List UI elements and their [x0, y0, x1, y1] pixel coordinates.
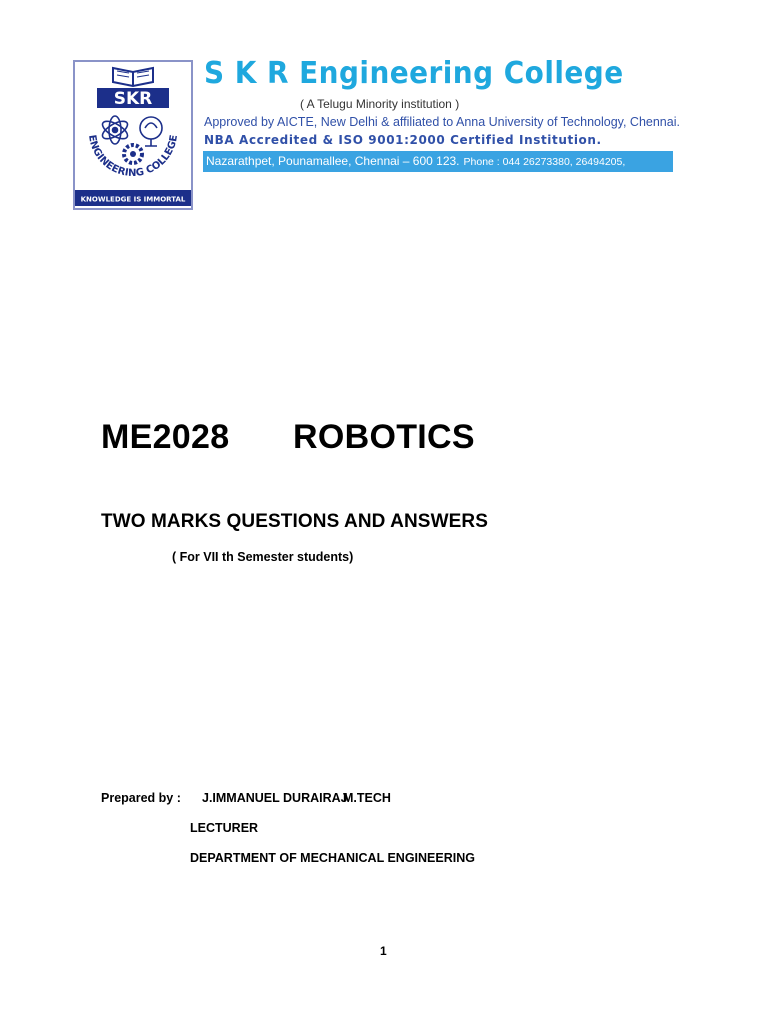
author-role: LECTURER	[190, 821, 259, 835]
gear-icon	[124, 145, 142, 163]
logo-motto: KNOWLEDGE IS IMMORTAL	[80, 195, 186, 204]
author-department: DEPARTMENT OF MECHANICAL ENGINEERING	[190, 851, 475, 865]
author-degree: M.TECH	[343, 791, 391, 805]
address-text: Nazarathpet, Pounamallee, Chennai – 600 123.	[206, 154, 460, 168]
author-name: J.IMMANUEL DURAIRAJ	[202, 791, 348, 805]
audience-note: ( For VII th Semester students)	[172, 550, 354, 564]
atom-icon	[100, 116, 130, 144]
subject-name: ROBOTICS	[293, 418, 475, 456]
college-name: S K R Engineering College	[204, 56, 624, 91]
accreditation-line: NBA Accredited & ISO 9001:2000 Certified Institution.	[204, 133, 602, 147]
lamp-icon	[140, 117, 162, 146]
subject-code: ME2028	[101, 418, 230, 456]
logo-ring-text: ENGINEERING COLLEGE	[86, 134, 180, 180]
address-bar	[203, 151, 673, 172]
college-emblem-icon	[75, 62, 191, 208]
open-book-icon	[113, 68, 153, 86]
page-number: 1	[380, 944, 387, 958]
logo-abbr: SKR	[113, 89, 153, 109]
document-title: TWO MARKS QUESTIONS AND ANSWERS	[101, 511, 488, 532]
phone-text: Phone : 044 26273380, 26494205,	[463, 156, 626, 168]
prepared-by-label: Prepared by :	[101, 791, 181, 805]
college-logo	[73, 60, 193, 210]
minority-note: ( A Telugu Minority institution )	[300, 97, 460, 111]
approval-line: Approved by AICTE, New Delhi & affiliated to Anna University of Technology, Chennai.	[204, 115, 680, 129]
